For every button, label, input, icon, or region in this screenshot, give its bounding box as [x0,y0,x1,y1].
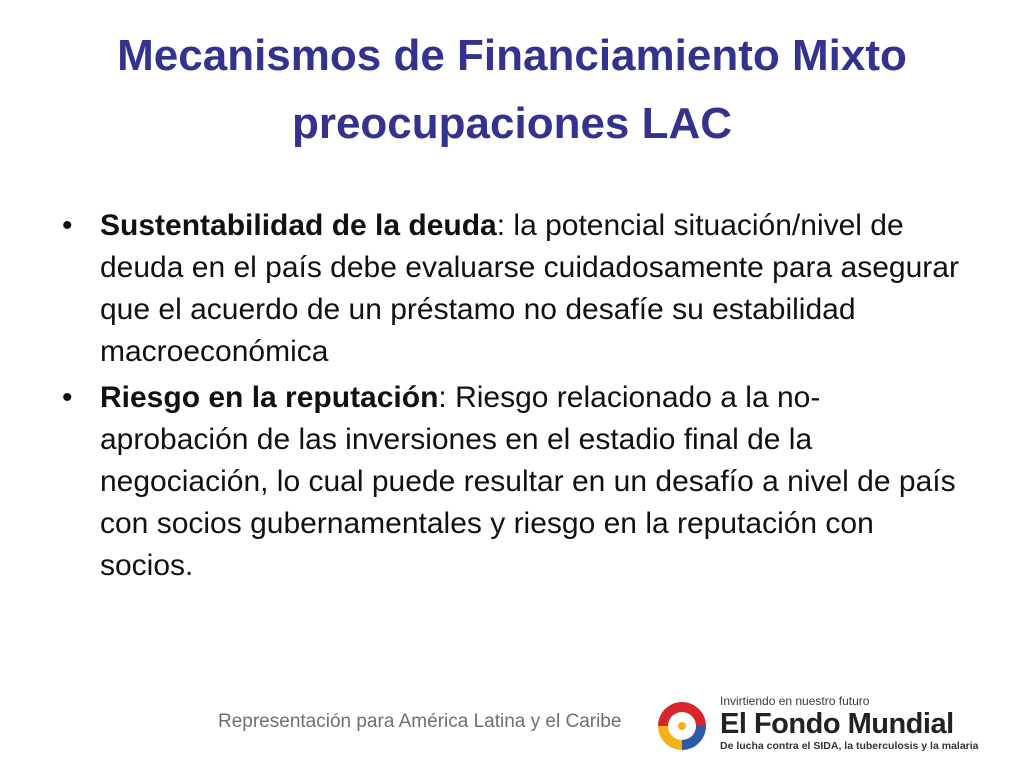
bullet-icon: • [62,209,73,242]
global-fund-logo-icon [652,696,712,756]
brand-subtitle: De lucha contra el SIDA, la tuberculosis y la malaria [720,740,979,752]
bullet-item-debt-sustainability [62,205,962,373]
title-line-2: preocupaciones LAC [291,99,733,148]
bullet-heading: Riesgo en la reputación [100,381,439,414]
bullet-item-reputation-risk [62,377,962,587]
bullet-text: : Riesgo relacionado a la no-aprobación de las inversiones en el estadio final de la negociación, lo cual puede resultar en un desafío a nivel de país con socios gubernamentales y riesgo en la reputación con socios. [100,381,956,582]
bullet-icon: • [62,381,73,414]
bullet-heading: Sustentabilidad de la deuda [100,209,497,242]
title-line-1: Mecanismos de Financiamiento Mixto [117,31,907,80]
brand-block [720,694,979,753]
slide-title [30,22,994,158]
brand-tagline: Invirtiendo en nuestro futuro [720,694,870,708]
brand-name: El Fondo Mundial [720,708,954,740]
footer-text: Representación para América Latina y el Caribe [218,711,622,732]
bullet-text: : la potencial situación/nivel de deuda en el país debe evaluarse cuidadosamente para asegurar que el acuerdo de un préstamo no desafíe su estabilidad macroeconómica [100,209,959,368]
bullet-list [62,205,962,591]
